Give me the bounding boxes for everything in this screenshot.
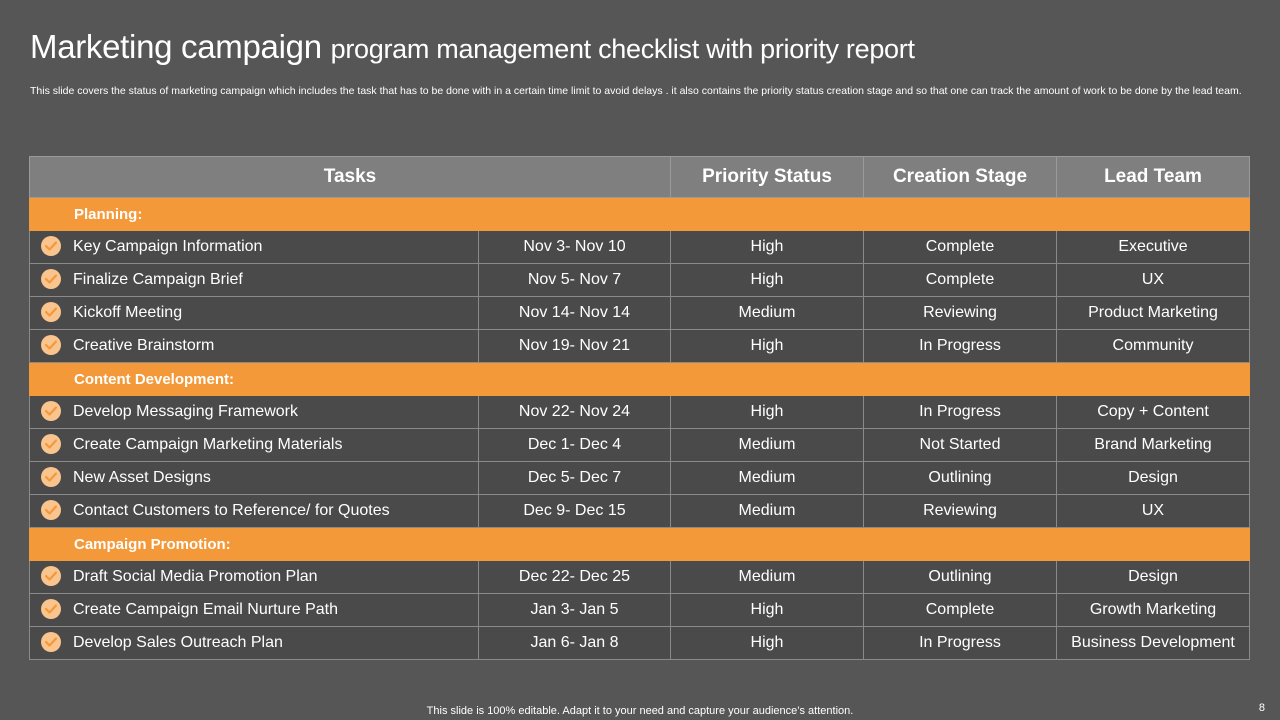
team-cell: UX [1057, 264, 1250, 297]
table-row [30, 594, 1250, 627]
table-row [30, 462, 1250, 495]
task-name: New Asset Designs [73, 469, 211, 487]
header-tasks: Tasks [30, 157, 671, 198]
table-row [30, 495, 1250, 528]
slide-title [30, 28, 915, 66]
header-lead-team: Lead Team [1057, 157, 1250, 198]
section-row [30, 528, 1250, 561]
task-name: Create Campaign Marketing Materials [73, 436, 343, 454]
stage-cell: In Progress [864, 627, 1057, 660]
task-cell [30, 462, 479, 495]
slide-description: This slide covers the status of marketing campaign which includes the task that has to be done with in a certain time limit to avoid delays . it also contains the priority status creation stage and so that one can track the amount of work to be done by the lead team. [30, 85, 1242, 97]
section-row [30, 198, 1250, 231]
date-range-cell: Dec 1- Dec 4 [479, 429, 671, 462]
date-range-cell: Dec 22- Dec 25 [479, 561, 671, 594]
date-range-cell: Nov 22- Nov 24 [479, 396, 671, 429]
table-row [30, 330, 1250, 363]
team-cell: Brand Marketing [1057, 429, 1250, 462]
task-cell [30, 561, 479, 594]
task-cell [30, 495, 479, 528]
task-name: Draft Social Media Promotion Plan [73, 568, 318, 586]
date-range-cell: Dec 5- Dec 7 [479, 462, 671, 495]
table-body [30, 198, 1250, 660]
date-range-cell: Nov 14- Nov 14 [479, 297, 671, 330]
task-name: Contact Customers to Reference/ for Quotes [73, 502, 390, 520]
priority-cell: High [671, 264, 864, 297]
check-circle-icon [41, 500, 61, 520]
section-label: Content Development: [30, 363, 1250, 396]
priority-cell: Medium [671, 429, 864, 462]
team-cell: Product Marketing [1057, 297, 1250, 330]
task-name: Develop Messaging Framework [73, 403, 298, 421]
team-cell: Business Development [1057, 627, 1250, 660]
stage-cell: Complete [864, 231, 1057, 264]
task-name: Kickoff Meeting [73, 304, 183, 322]
task-cell [30, 429, 479, 462]
team-cell: Executive [1057, 231, 1250, 264]
check-circle-icon [41, 599, 61, 619]
priority-cell: High [671, 627, 864, 660]
title-part-large: Marketing campaign [30, 28, 322, 65]
task-cell [30, 594, 479, 627]
date-range-cell: Jan 3- Jan 5 [479, 594, 671, 627]
team-cell: Design [1057, 561, 1250, 594]
task-cell [30, 264, 479, 297]
date-range-cell: Nov 3- Nov 10 [479, 231, 671, 264]
task-cell [30, 231, 479, 264]
table-row [30, 429, 1250, 462]
check-circle-icon [41, 434, 61, 454]
section-label: Planning: [30, 198, 1250, 231]
task-cell [30, 330, 479, 363]
stage-cell: In Progress [864, 396, 1057, 429]
header-priority-status: Priority Status [671, 157, 864, 198]
priority-cell: Medium [671, 462, 864, 495]
team-cell: UX [1057, 495, 1250, 528]
check-circle-icon [41, 401, 61, 421]
footer-note: This slide is 100% editable. Adapt it to your need and capture your audience’s attention. [426, 705, 854, 717]
team-cell: Copy + Content [1057, 396, 1250, 429]
check-circle-icon [41, 566, 61, 586]
team-cell: Design [1057, 462, 1250, 495]
check-circle-icon [41, 467, 61, 487]
checklist-table [29, 156, 1250, 660]
check-circle-icon [41, 302, 61, 322]
page-number: 8 [1258, 702, 1265, 714]
check-circle-icon [41, 632, 61, 652]
table-row [30, 396, 1250, 429]
stage-cell: Reviewing [864, 495, 1057, 528]
title-part-small: program management checklist with priority report [330, 34, 915, 64]
task-name: Finalize Campaign Brief [73, 271, 243, 289]
table-row [30, 231, 1250, 264]
table-row [30, 264, 1250, 297]
priority-cell: High [671, 330, 864, 363]
task-name: Key Campaign Information [73, 238, 263, 256]
check-circle-icon [41, 236, 61, 256]
priority-cell: Medium [671, 297, 864, 330]
stage-cell: Outlining [864, 561, 1057, 594]
task-cell [30, 396, 479, 429]
table-header-row [30, 157, 1250, 198]
team-cell: Community [1057, 330, 1250, 363]
priority-cell: High [671, 396, 864, 429]
priority-cell: High [671, 594, 864, 627]
table-row [30, 561, 1250, 594]
stage-cell: Complete [864, 594, 1057, 627]
stage-cell: Not Started [864, 429, 1057, 462]
priority-cell: High [671, 231, 864, 264]
table-row [30, 627, 1250, 660]
table-row [30, 297, 1250, 330]
date-range-cell: Nov 5- Nov 7 [479, 264, 671, 297]
stage-cell: Reviewing [864, 297, 1057, 330]
date-range-cell: Dec 9- Dec 15 [479, 495, 671, 528]
task-name: Creative Brainstorm [73, 337, 215, 355]
check-circle-icon [41, 335, 61, 355]
stage-cell: Complete [864, 264, 1057, 297]
task-cell [30, 627, 479, 660]
stage-cell: Outlining [864, 462, 1057, 495]
team-cell: Growth Marketing [1057, 594, 1250, 627]
priority-cell: Medium [671, 561, 864, 594]
task-cell [30, 297, 479, 330]
section-row [30, 363, 1250, 396]
header-creation-stage: Creation Stage [864, 157, 1057, 198]
section-label: Campaign Promotion: [30, 528, 1250, 561]
date-range-cell: Jan 6- Jan 8 [479, 627, 671, 660]
date-range-cell: Nov 19- Nov 21 [479, 330, 671, 363]
priority-cell: Medium [671, 495, 864, 528]
task-name: Develop Sales Outreach Plan [73, 634, 283, 652]
task-name: Create Campaign Email Nurture Path [73, 601, 339, 619]
check-circle-icon [41, 269, 61, 289]
stage-cell: In Progress [864, 330, 1057, 363]
